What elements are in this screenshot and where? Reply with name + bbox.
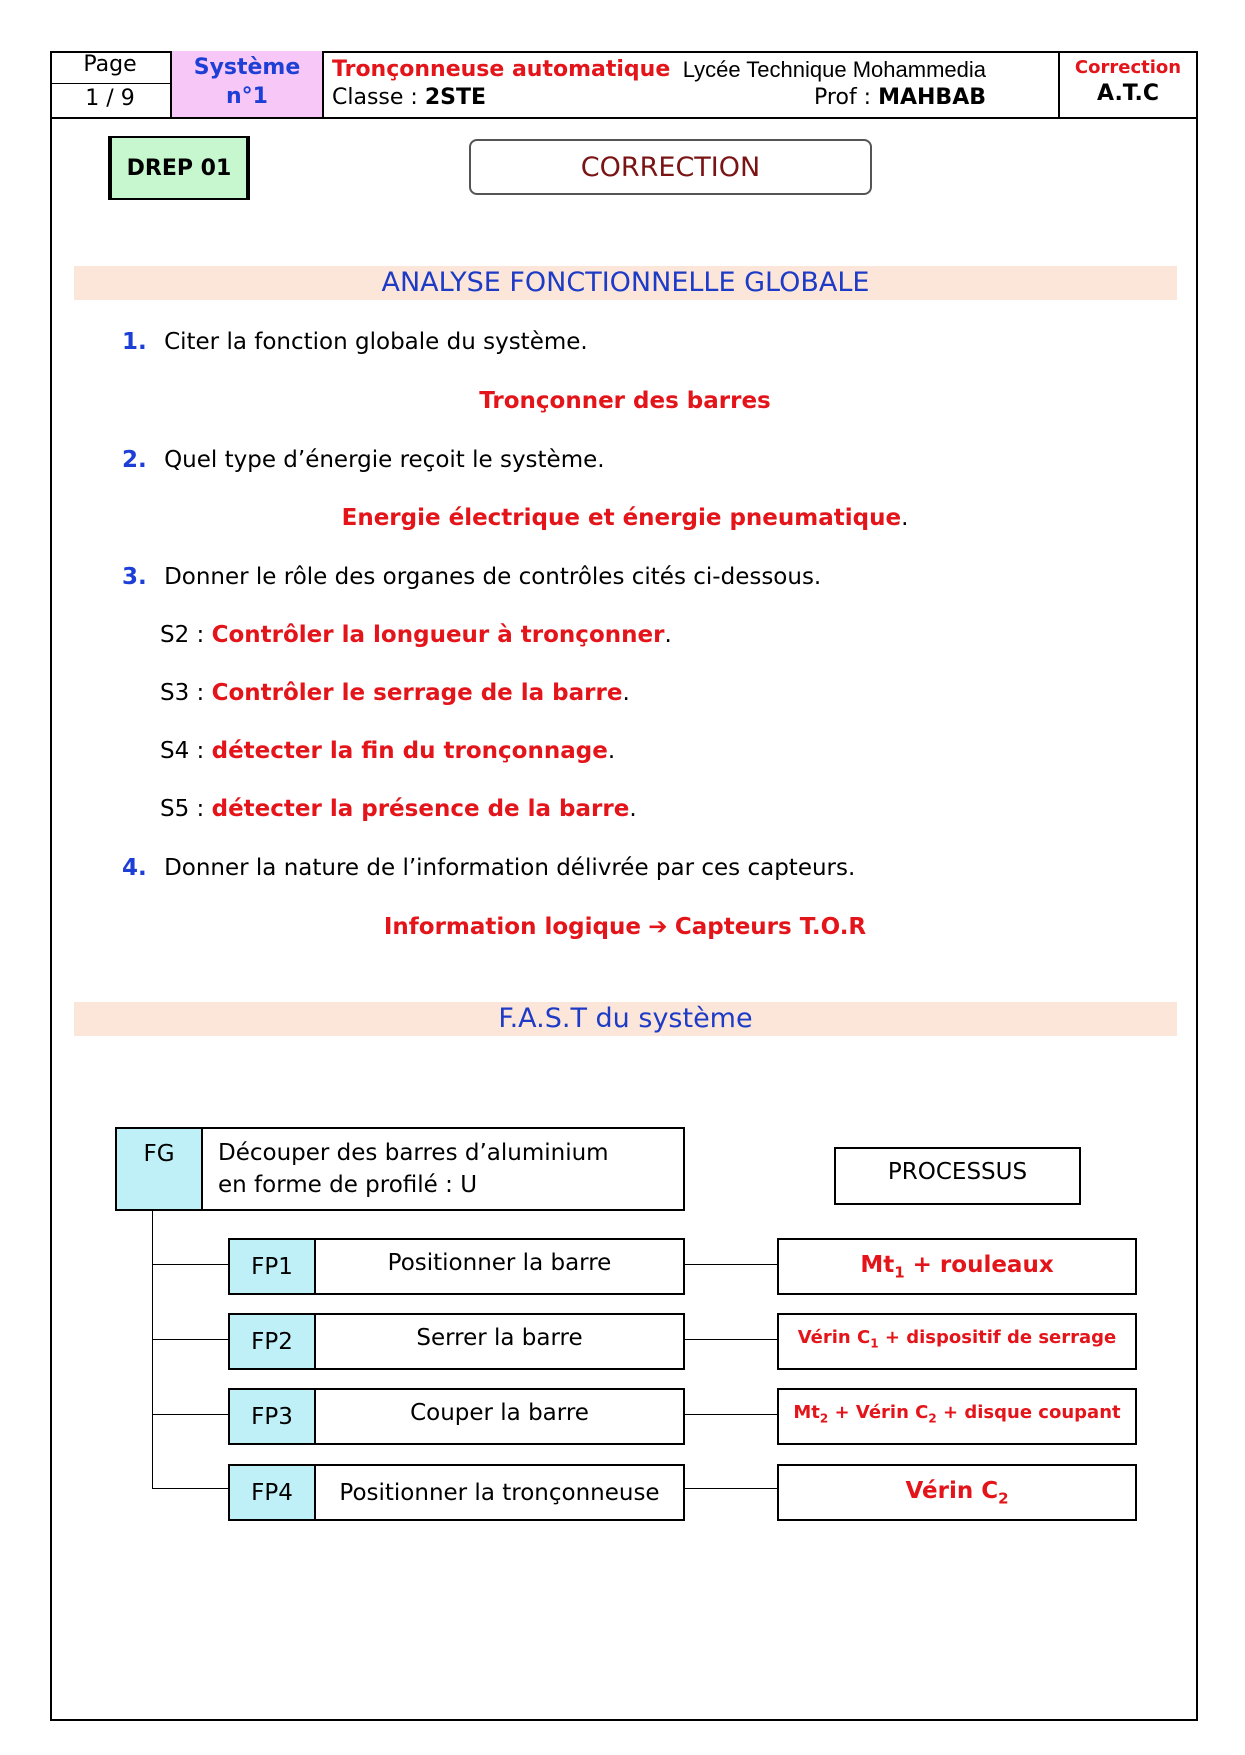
fp4-solution-part: Vérin C (905, 1478, 999, 1504)
fp3-solution-sub: 2 (819, 1411, 829, 1426)
page-cell (50, 51, 170, 117)
prof-label: Prof : (814, 85, 879, 110)
sensor-s3: S3 : Contrôler le serrage de la barre. (160, 680, 630, 706)
fp1-solution-sub: 1 (894, 1263, 905, 1282)
sensor-label: S2 : (160, 622, 212, 648)
q3-text: Donner le rôle des organes de contrôles cités ci-dessous. (164, 564, 822, 590)
header-title: Tronçonneuse automatique (332, 57, 671, 82)
sensor-answer: détecter la fin du tronçonnage (211, 738, 608, 764)
fp4-solution-sub: 2 (998, 1489, 1009, 1508)
q2-text: Quel type d’énergie reçoit le système. (164, 447, 605, 473)
header (50, 51, 1198, 117)
correction-title-box (469, 139, 872, 195)
q1-number: 1. (122, 329, 147, 355)
sensor-answer: Contrôler le serrage de la barre (211, 680, 623, 706)
question-2 (122, 447, 605, 473)
systeme-label: Système (193, 55, 301, 80)
correction-label: Correction (1074, 57, 1182, 78)
fp3-solution-part: + disque coupant (936, 1402, 1121, 1423)
sensor-label: S3 : (160, 680, 212, 706)
classe-value: 2STE (424, 85, 486, 110)
header-school: Lycée Technique Mohammedia (682, 57, 986, 82)
fp1-solution-part: + rouleaux (904, 1252, 1054, 1278)
fp1-text: Positionner la barre (387, 1250, 612, 1276)
fp3-text: Couper la barre (410, 1400, 589, 1426)
q3-number: 3. (122, 564, 147, 590)
systeme-number: n°1 (226, 84, 268, 109)
q4-answer-line (0, 914, 1245, 940)
question-4 (122, 855, 855, 881)
q2-number: 2. (122, 447, 147, 473)
fg-text: Découper des barres d’aluminium en forme de profilé : U (218, 1140, 609, 1198)
q2-answer-line: Energie électrique et énergie pneumatique. (341, 505, 909, 531)
q2-answer: Energie électrique et énergie pneumatique (341, 505, 902, 531)
fp2-solution-sub: 1 (870, 1336, 879, 1351)
page-label: Page (83, 52, 137, 77)
page-frame (50, 51, 1198, 1721)
sensor-answer: détecter la présence de la barre (211, 796, 630, 822)
sensor-s5: S5 : détecter la présence de la barre. (160, 796, 637, 822)
arrow-icon: ➔ (648, 914, 668, 940)
q1-answer: Tronçonner des barres (479, 388, 771, 414)
fp3-num: FP3 (251, 1404, 293, 1430)
fp2-num: FP2 (251, 1329, 293, 1355)
q4-answer-b: Capteurs T.O.R (674, 914, 867, 940)
q4-answer-a: Information logique (383, 914, 641, 940)
prof-value: MAHBAB (878, 85, 986, 110)
fp3-solution-part: Mt (793, 1402, 820, 1423)
fp4-text: Positionner la tronçonneuse (339, 1480, 660, 1506)
q4-number: 4. (122, 855, 147, 881)
header-classe (332, 85, 486, 110)
header-divider (50, 117, 1198, 119)
sensor-s4: S4 : détecter la fin du tronçonnage. (160, 738, 616, 764)
fp2-text: Serrer la barre (416, 1325, 583, 1351)
fp1-num: FP1 (251, 1254, 293, 1280)
section1-banner: ANALYSE FONCTIONNELLE GLOBALE (74, 266, 1177, 300)
header-prof (814, 85, 986, 110)
fp1-solution-part: Mt (860, 1252, 895, 1278)
systeme-cell (172, 51, 322, 117)
fp4-num: FP4 (251, 1480, 293, 1506)
sensor-label: S5 : (160, 796, 212, 822)
fp2-solution-part: Vérin C (797, 1327, 871, 1348)
q4-text: Donner la nature de l’information délivrée par ces capteurs. (164, 855, 856, 881)
question-1 (122, 329, 588, 355)
processus-label: PROCESSUS (887, 1159, 1028, 1185)
sensor-answer: Contrôler la longueur à tronçonner (211, 622, 665, 648)
question-3 (122, 564, 821, 590)
classe-label: Classe : (332, 85, 425, 110)
fg-label: FG (143, 1141, 175, 1167)
section2-banner: F.A.S.T du système (74, 1002, 1177, 1036)
fp2-solution-part: + dispositif de serrage (878, 1327, 1117, 1348)
sensor-s2: S2 : Contrôler la longueur à tronçonner. (160, 622, 672, 648)
correction-value: A.T.C (1097, 81, 1159, 106)
drep-badge (108, 136, 250, 200)
correction-title: CORRECTION (580, 152, 761, 183)
fp3-solution-sub: 2 (928, 1411, 937, 1426)
page-number: 1 / 9 (85, 86, 135, 111)
q1-text: Citer la fonction globale du système. (164, 329, 588, 355)
fp3-solution-part: + Vérin C (828, 1402, 929, 1423)
sensor-label: S4 : (160, 738, 212, 764)
drep-label: DREP 01 (126, 156, 232, 181)
